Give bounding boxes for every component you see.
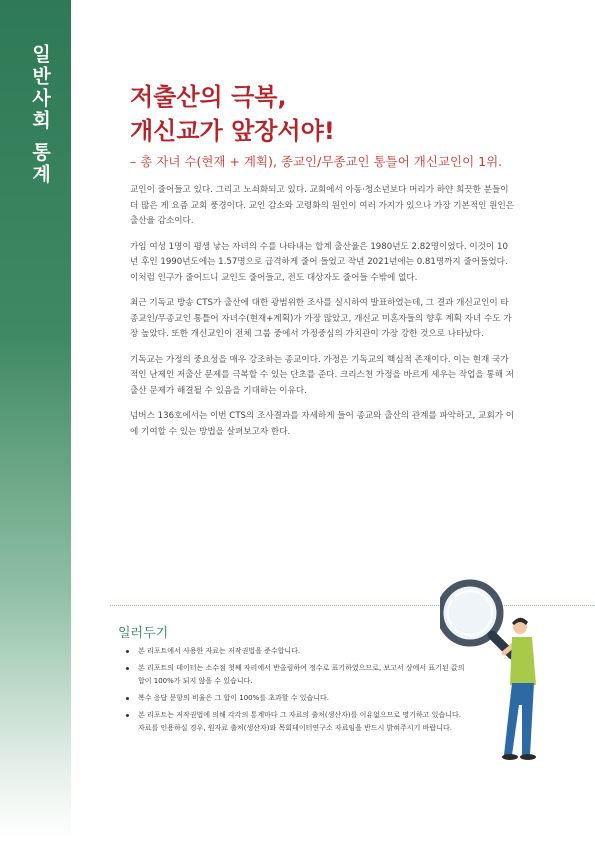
paragraph: 최근 기독교 방송 CTS가 출산에 대한 광범위한 조사를 실시하여 발표하였는데, 그 결과 개신교인이 타종교인/무종교인 통틀어 자녀수(현재+계획)가 가장 많았고, 개신교 미혼자들의 향후 계획 자녀 수도 가장 높았다. 또한 개신교인이 전체 그룹 중에서 가정중심의 가치관이 가장 강한 것으로 나타났다. — [130, 298, 512, 339]
note-item: 본 리포트는 저작권법에 의해 각각의 통계마다 그 자료의 출처(생산자)를 이유없으므로 명기하고 있습니다. 자료를 인용하실 경우, 원자료 출처(생산자)와 목회데이터연구소 자료임을 반드시 밝혀주시기 바랍니다. — [138, 709, 468, 735]
paragraph: 넘버스 136호에서는 이번 CTS의 조사결과를 자세하게 들어 종교와 출산의 관계를 파악하고, 교회가 이에 기여할 수 있는 방법을 살펴보고자 한다. — [130, 411, 515, 437]
page-title — [130, 80, 335, 148]
note-item: 본 리포트에서 사용한 자료는 저작권법을 준수합니다. — [138, 645, 468, 658]
paragraph: 교인이 줄어들고 있다. 그리고 노쇠화되고 있다. 교회에서 아동·청소년보다 머리가 하얀 희끗한 분들이 더 많은 게 요즘 교회 풍경이다. 교인 감소와 고령화의 원인이 여러 가지가 있으나 가장 기본적인 원인은 출산율 감소이다. — [130, 185, 515, 226]
page-subtitle: – 총 자녀 수(현재 + 계획), 종교인/무종교인 통틀어 개신교인이 1위. — [130, 154, 503, 169]
title-line-2: 개신교가 앞장서야! — [130, 117, 335, 145]
paragraph: 가임 여성 1명이 평생 낳는 자녀의 수를 나타내는 합계 출산율은 1980년도 2.82명이었다. 이것이 10년 후인 1990년도에는 1.57명으로 급격하게 줄어 들었고 작년 2021년에는 0.81명까지 줄어들었다. 이처럼 인구가 줄어드니 교인도 줄어들고, 전도 대상자도 줄어들 수밖에 없다. — [130, 241, 508, 283]
section-label: 일반사회 통계 — [29, 44, 51, 186]
body-text — [130, 183, 516, 450]
sidebar — [0, 0, 71, 842]
note-item: 복수 응답 문항의 비율은 그 합이 100%를 초과할 수 있습니다. — [138, 692, 468, 705]
notes-list — [138, 645, 468, 739]
paragraph: 기독교는 가정의 중요성을 매우 강조하는 종교이다. 가정은 기독교의 핵심적 존재이다. 이는 현재 국가적인 난제인 저출산 문제를 극복할 수 있는 단초를 준다. 크리스천 가정을 바르게 세우는 작업을 통해 저출산 문제가 해결될 수 있음을 기대하는 이유다. — [130, 354, 515, 396]
person-with-magnifier-icon — [440, 575, 560, 775]
note-item: 본 리포트의 데이터는 소수점 첫째 자리에서 반올림하여 정수로 표기하였으므로, 보고서 상에서 표기된 값의 합이 100%가 되지 않을 수 있습니다. — [138, 662, 468, 688]
notes-title: 일러두기 — [118, 626, 169, 641]
title-line-1: 저출산의 극복, — [130, 83, 287, 111]
